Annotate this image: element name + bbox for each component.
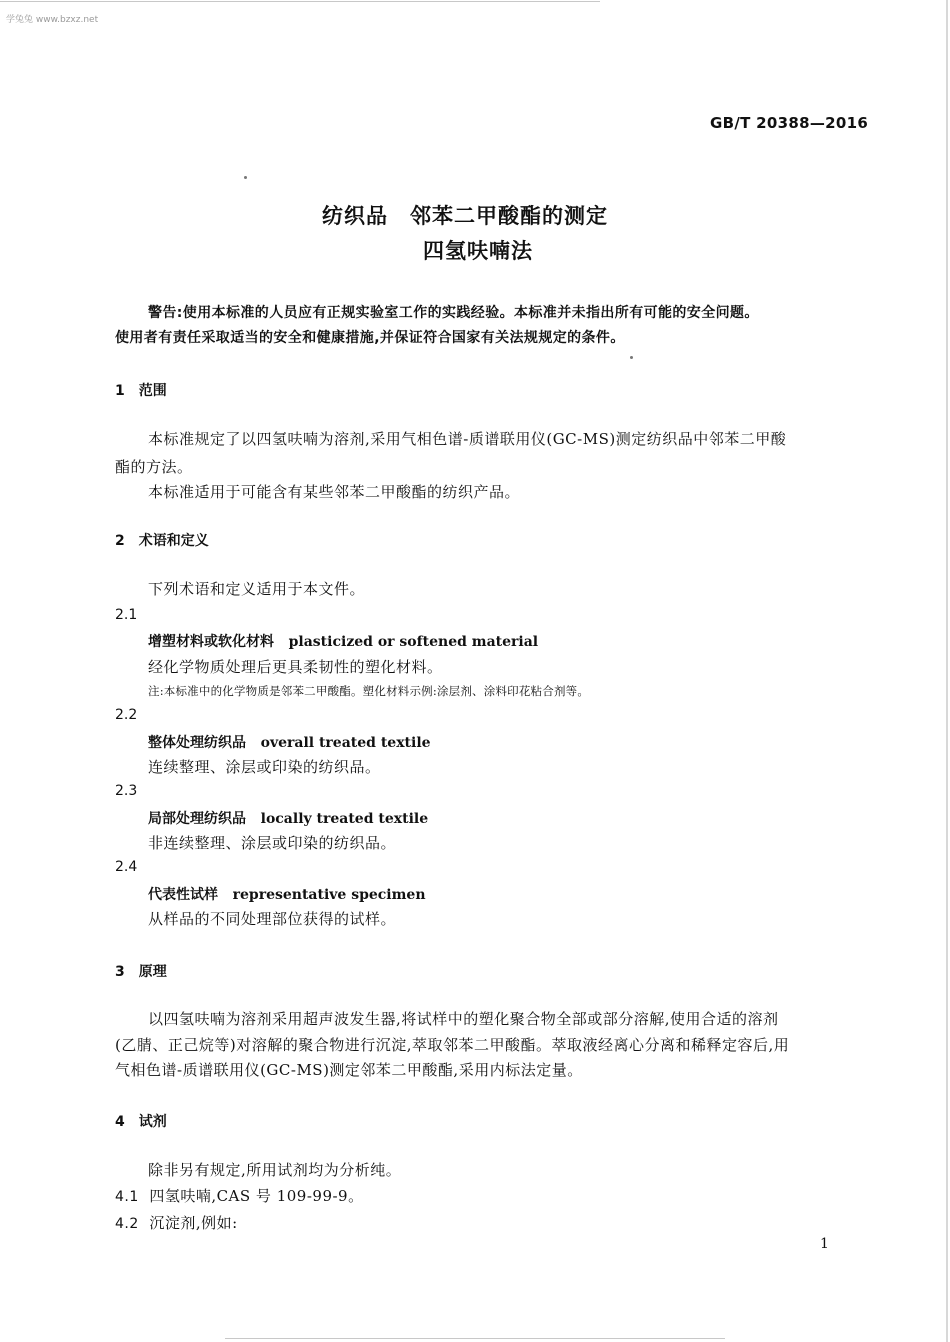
term-definition: 非连续整理、涂层或印染的纺织品。 bbox=[148, 834, 397, 852]
list-item bbox=[115, 1185, 364, 1206]
warning-line2: 使用者有责任采取适当的安全和健康措施,并保证符合国家有关法规规定的条件。 bbox=[115, 330, 625, 346]
term-heading bbox=[148, 884, 426, 904]
section-3-line1: 以四氢呋喃为溶剂采用超声波发生器,将试样中的塑化聚合物全部或部分溶解,使用合适的溶剂 bbox=[148, 1010, 779, 1028]
section-3-line3: 气相色谱-质谱联用仪(GC-MS)测定邻苯二甲酸酯,采用内标法定量。 bbox=[115, 1061, 583, 1079]
term-heading bbox=[148, 631, 538, 651]
term-definition: 连续整理、涂层或印染的纺织品。 bbox=[148, 758, 381, 776]
scan-top-line bbox=[0, 1, 600, 2]
section-1-heading: 1 范围 bbox=[115, 383, 167, 399]
section-4-heading: 4 试剂 bbox=[115, 1114, 167, 1130]
item-number: 4.2 bbox=[115, 1216, 139, 1232]
term-english: locally treated textile bbox=[260, 811, 429, 827]
term-number: 2.4 bbox=[115, 859, 138, 875]
term-number: 2.1 bbox=[115, 607, 138, 623]
item-text: 沉淀剂,例如: bbox=[149, 1214, 238, 1232]
term-english: representative specimen bbox=[232, 887, 426, 903]
term-english: overall treated textile bbox=[260, 735, 431, 751]
term-number: 2.3 bbox=[115, 783, 138, 799]
section-1-paragraph-2: 本标准适用于可能含有某些邻苯二甲酸酯的纺织产品。 bbox=[148, 483, 521, 501]
section-1-paragraph-line1: 本标准规定了以四氢呋喃为溶剂,采用气相色谱-质谱联用仪(GC-MS)测定纺织品中邻苯二甲酸 bbox=[148, 430, 787, 448]
term-chinese: 增塑材料或软化材料 bbox=[148, 634, 274, 650]
scan-speck bbox=[244, 176, 247, 179]
warning-line1: 警告:使用本标准的人员应有正规实验室工作的实践经验。本标准并未指出所有可能的安全问题。 bbox=[148, 305, 759, 321]
term-heading bbox=[148, 732, 431, 752]
section-4-intro: 除非另有规定,所用试剂均为分析纯。 bbox=[148, 1161, 402, 1179]
watermark: 学兔兔 www.bzxz.net bbox=[6, 15, 99, 25]
document-title-line2: 四氢呋喃法 bbox=[423, 239, 533, 263]
section-3-heading: 3 原理 bbox=[115, 964, 167, 980]
item-text: 四氢呋喃,CAS 号 109-99-9。 bbox=[149, 1187, 364, 1205]
section-2-intro: 下列术语和定义适用于本文件。 bbox=[148, 580, 366, 598]
section-2-heading: 2 术语和定义 bbox=[115, 533, 209, 549]
section-3-line2: (乙腈、正己烷等)对溶解的聚合物进行沉淀,萃取邻苯二甲酸酯。萃取液经离心分离和稀释定容后,用 bbox=[115, 1036, 790, 1054]
scan-right-edge bbox=[946, 0, 948, 1342]
list-item bbox=[115, 1212, 238, 1233]
term-chinese: 整体处理纺织品 bbox=[148, 735, 246, 751]
term-chinese: 局部处理纺织品 bbox=[148, 811, 246, 827]
standard-code: GB/T 20388—2016 bbox=[710, 114, 869, 132]
term-number: 2.2 bbox=[115, 707, 138, 723]
item-number: 4.1 bbox=[115, 1189, 139, 1205]
term-chinese: 代表性试样 bbox=[148, 887, 218, 903]
page-number: 1 bbox=[820, 1236, 829, 1252]
term-definition: 经化学物质处理后更具柔韧性的塑化材料。 bbox=[148, 658, 443, 676]
document-title-line1: 纺织品 邻苯二甲酸酯的测定 bbox=[322, 204, 608, 228]
section-1-paragraph-line2: 酯的方法。 bbox=[115, 458, 193, 476]
scan-bottom-line bbox=[225, 1338, 725, 1339]
term-heading bbox=[148, 808, 428, 828]
term-note: 注:本标准中的化学物质是邻苯二甲酸酯。塑化材料示例:涂层剂、涂料印花粘合剂等。 bbox=[148, 684, 590, 698]
term-definition: 从样品的不同处理部位获得的试样。 bbox=[148, 910, 397, 928]
term-english: plasticized or softened material bbox=[288, 634, 539, 650]
scan-speck bbox=[630, 356, 633, 359]
